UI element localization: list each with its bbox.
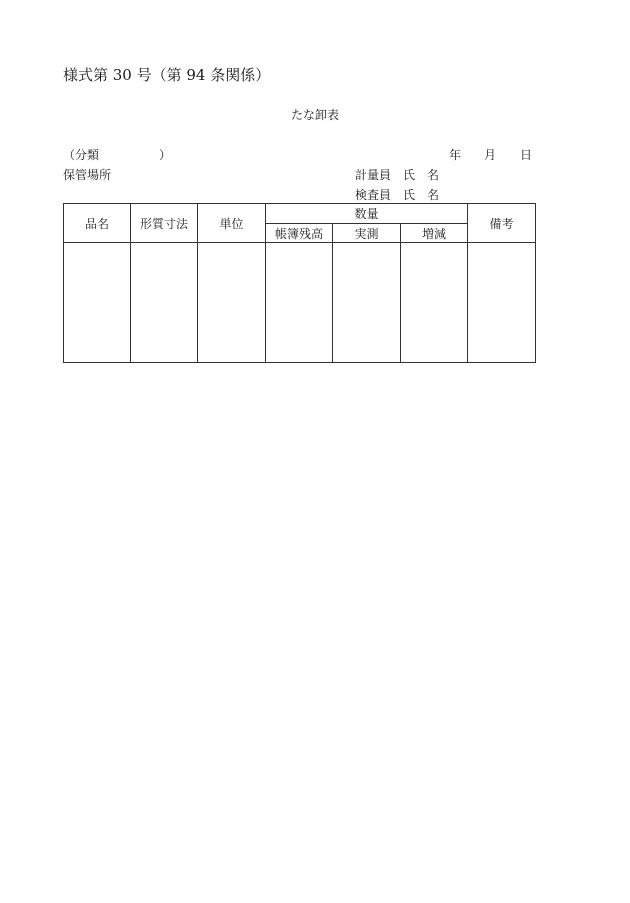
classification-open-label: （分類 (63, 148, 100, 162)
cell-book-balance[interactable] (266, 243, 333, 363)
col-quantity: 数量 (266, 204, 468, 224)
inspector-label: 検査員 (355, 188, 392, 202)
inspector-name-field (403, 186, 439, 203)
col-remarks: 備考 (468, 204, 536, 243)
document-title: たな卸表 (290, 108, 339, 122)
cell-actual-count[interactable] (333, 243, 401, 363)
classification-field (63, 146, 171, 163)
cell-unit[interactable] (198, 243, 266, 363)
col-book-balance: 帳簿残高 (266, 224, 333, 243)
cell-increase-decrease[interactable] (401, 243, 468, 363)
counter-name-char-1: 氏 (403, 168, 416, 182)
form-number: 様式第 30 号（第 94 条関係） (63, 66, 271, 84)
inspector-name-char-2: 名 (427, 188, 440, 202)
date-day-label: 日 (520, 148, 533, 162)
date-month-label: 月 (484, 148, 497, 162)
counter-name-char-2: 名 (427, 168, 440, 182)
table-row (64, 243, 536, 363)
table-header-row (64, 204, 536, 224)
cell-item-name[interactable] (64, 243, 131, 363)
cell-remarks[interactable] (468, 243, 536, 363)
col-increase-decrease: 増減 (401, 224, 468, 243)
classification-close-label: ） (159, 148, 172, 162)
date-year-label: 年 (449, 148, 462, 162)
inspector-name-char-1: 氏 (403, 188, 416, 202)
cell-shape-quality-size[interactable] (131, 243, 198, 363)
counter-name-field (403, 166, 439, 183)
counter-label: 計量員 (355, 168, 392, 182)
col-item-name: 品名 (64, 204, 131, 243)
col-actual-count: 実測 (333, 224, 401, 243)
col-shape-quality-size: 形質寸法 (131, 204, 198, 243)
storage-location-label: 保管場所 (63, 168, 112, 182)
inventory-table (63, 203, 536, 363)
col-unit: 単位 (198, 204, 266, 243)
